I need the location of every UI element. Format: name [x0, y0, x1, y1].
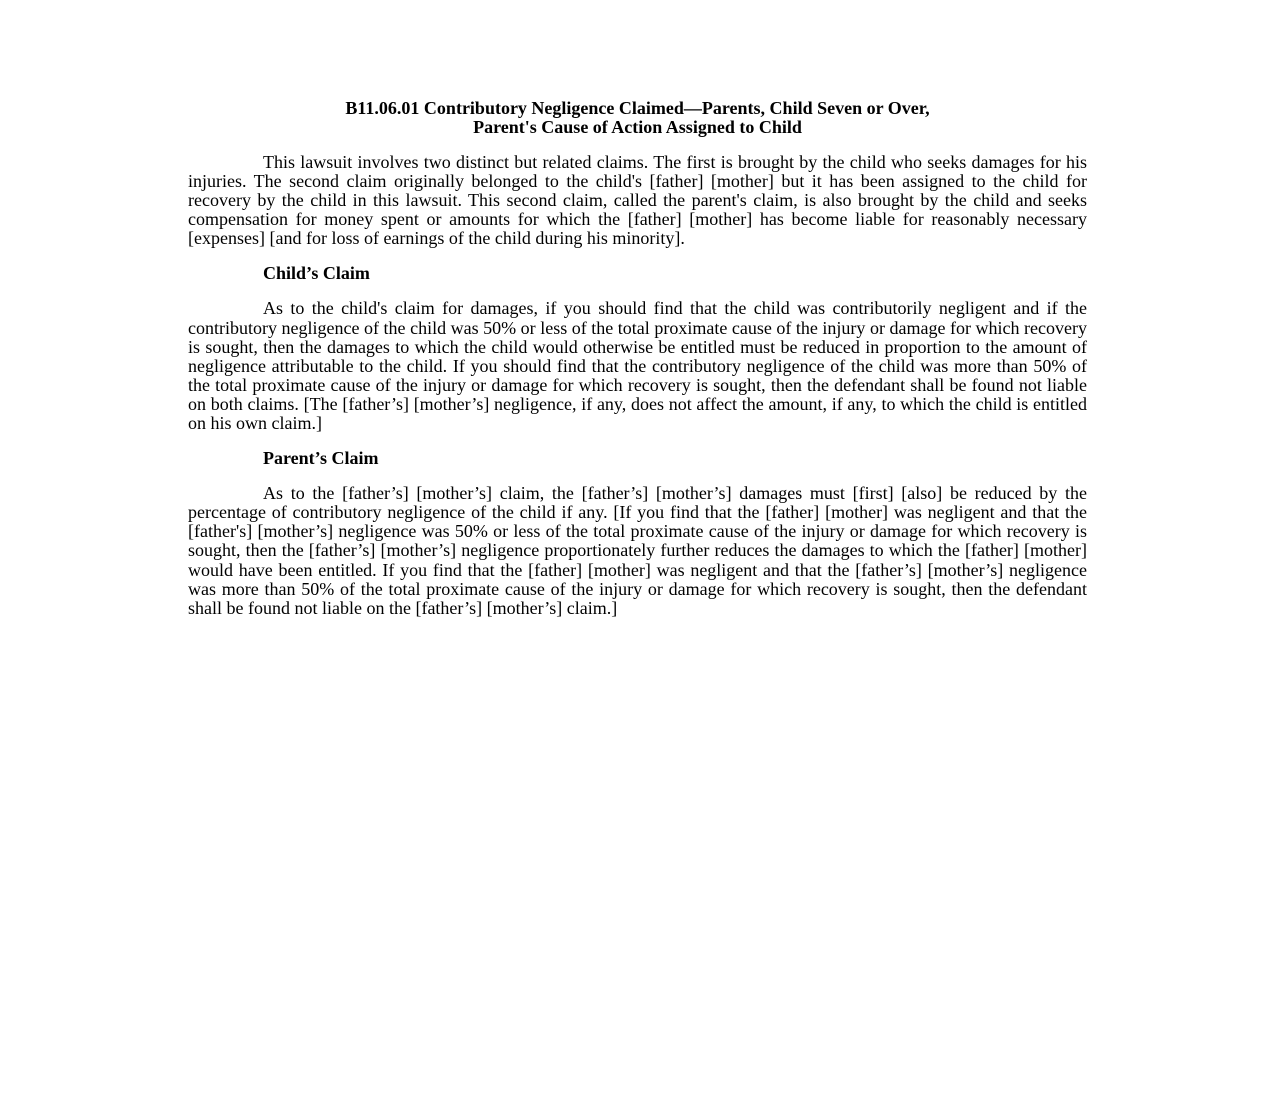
childs-claim-paragraph: As to the child's claim for damages, if you should find that the child was contributorily negligent and if the contributory negligence of the child was 50% or less of the total proximate cause of the injury or damage for which recovery is sought, then the damages to which the child would otherwise be entitled must be reduced in proportion to the amount of negligence attributable to the child. If you should find that the contributory negligence of the child was more than 50% of the total proximate cause of the injury or damage for which recovery is sought, then the defendant shall be found not liable on both claims. [The [father’s] [mother’s] negligence, if any, does not affect the amount, if any, to which the child is entitled on his own claim.]: [188, 298, 1087, 434]
document-title: [188, 99, 1087, 137]
document-page: [188, 99, 1087, 618]
spacer: [188, 283, 1087, 299]
parents-claim-paragraph: As to the [father’s] [mother’s] claim, the [father’s] [mother’s] damages must [first] [also] be reduced by the percentage of contributory negligence of the child if any. [If you find that the [father] [mother] was negligent and that the [father's] [mother’s] negligence was 50% or less of the total proximate cause of the injury or damage for which recovery is sought, then the [father’s] [mother’s] negligence proportionately further reduces the damages to which the [father] [mother] would have been entitled. If you find that the [father] [mother] was negligent and that the [father’s] [mother’s] negligence was more than 50% of the total proximate cause of the injury or damage for which recovery is sought, then the defendant shall be found not liable on the [father’s] [mother’s] claim.]: [188, 483, 1087, 618]
spacer: [188, 248, 1087, 264]
spacer: [188, 468, 1087, 484]
spacer: [188, 433, 1087, 449]
intro-paragraph: This lawsuit involves two distinct but related claims. The first is brought by the child who seeks damages for his injuries. The second claim originally belonged to the child's [father] [mother] but it has been assigned to the child for recovery by the child in this lawsuit. This second claim, called the parent's claim, is also brought by the child and seeks compensation for money spent or amounts for which the [father] [mother] has become liable for reasonably necessary [expenses] [and for loss of earnings of the child during his minority].: [188, 152, 1087, 249]
childs-claim-heading: Child’s Claim: [263, 263, 370, 284]
title-line-1: B11.06.01 Contributory Negligence Claimed—Parents, Child Seven or Over,: [345, 98, 930, 118]
spacer: [188, 137, 1087, 153]
title-line-2: Parent's Cause of Action Assigned to Child: [473, 117, 802, 137]
parents-claim-heading: Parent’s Claim: [263, 448, 379, 469]
